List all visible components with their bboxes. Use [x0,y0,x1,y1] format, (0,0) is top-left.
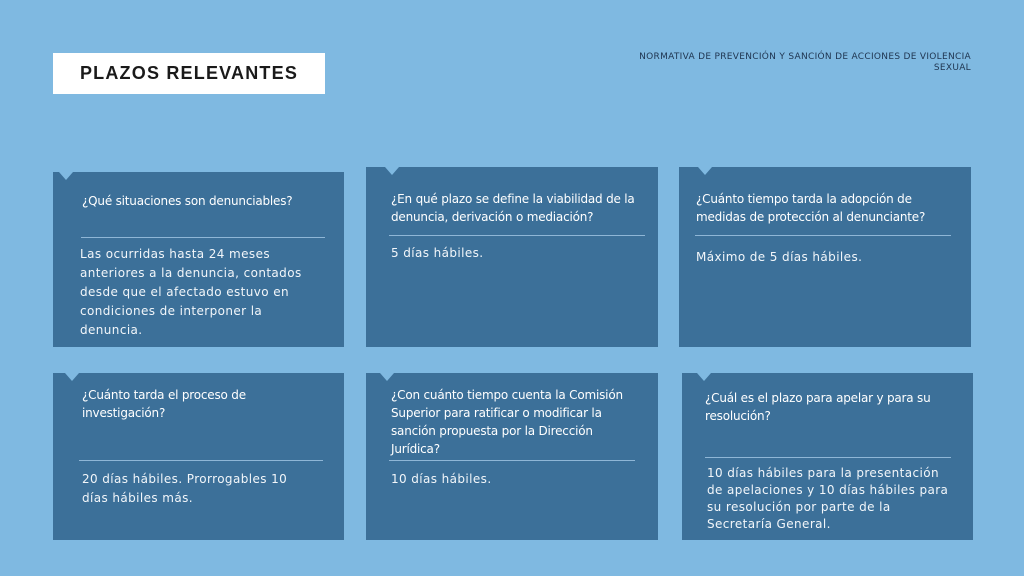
card-commission-deadline [366,373,658,540]
card-divider [389,235,645,236]
card-answer: 10 días hábiles para la presentación de apelaciones y 10 días hábiles para su resolución por parte de la Secretaría General. [707,466,949,531]
card-question: ¿Con cuánto tiempo cuenta la Comisión Superior para ratificar o modificar la sanción propuesta por la Dirección Jurídica? [391,388,623,456]
card-investigation-duration [53,373,344,540]
card-viability-deadline [366,167,658,347]
card-answer: Máximo de 5 días hábiles. [696,250,863,264]
card-question: ¿En qué plazo se define la viabilidad de la denuncia, derivación o mediación? [391,192,635,224]
card-denunciable-situations [53,172,344,347]
card-appeal-deadline [682,373,973,540]
card-protection-measures [679,167,971,347]
card-notch [380,373,394,381]
card-answer: 5 días hábiles. [391,246,484,260]
card-question: ¿Cuál es el plazo para apelar y para su resolución? [705,391,931,423]
card-question: ¿Qué situaciones son denunciables? [82,194,293,208]
card-notch [59,172,73,180]
header-note: NORMATIVA DE PREVENCIÓN Y SANCIÓN DE ACCIONES DE VIOLENCIA SEXUAL [639,52,971,73]
card-answer: 20 días hábiles. Prorrogables 10 días hábiles más. [82,472,288,505]
card-divider [81,237,325,238]
card-notch [65,373,79,381]
card-answer: Las ocurridas hasta 24 meses anteriores a la denuncia, contados desde que el afectado estuvo en condiciones de interponer la denuncia. [80,247,302,337]
card-divider [705,457,951,458]
page-title: PLAZOS RELEVANTES [79,63,299,83]
card-answer: 10 días hábiles. [391,472,492,486]
card-notch [385,167,399,175]
card-divider [79,460,323,461]
card-divider [695,235,951,236]
page-title-box [53,53,325,94]
card-question: ¿Cuánto tarda el proceso de investigación? [82,388,246,420]
card-notch [697,373,711,381]
card-question: ¿Cuánto tiempo tarda la adopción de medidas de protección al denunciante? [696,192,926,224]
card-divider [389,460,635,461]
card-notch [698,167,712,175]
